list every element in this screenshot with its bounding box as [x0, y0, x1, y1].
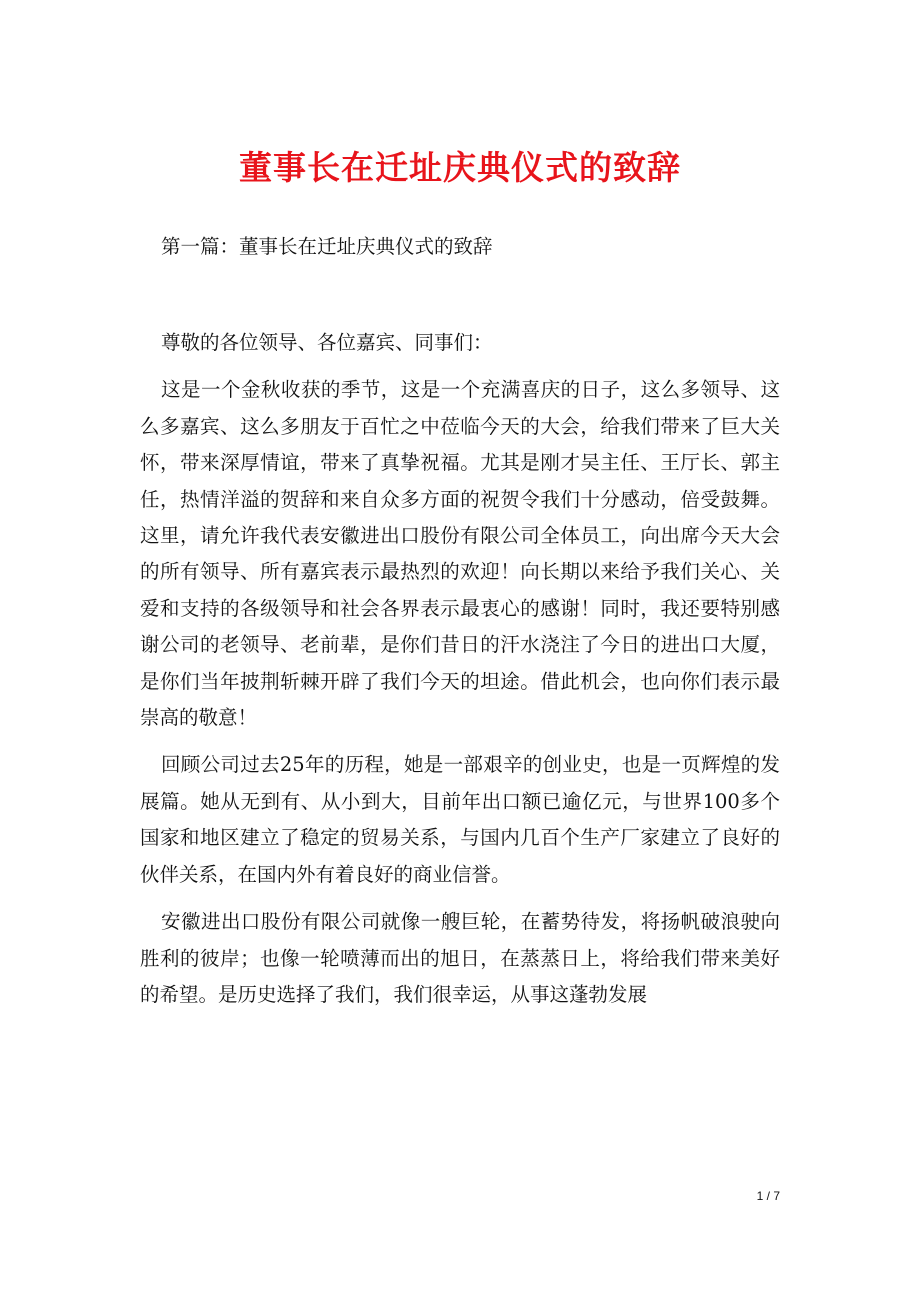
paragraph-greeting: 尊敬的各位领导、各位嘉宾、同事们： — [161, 331, 493, 354]
document-title: 董事长在迁址庆典仪式的致辞 — [239, 148, 681, 187]
paragraph-welcome: 这是一个金秋收获的季节，这是一个充满喜庆的日子，这么多领导、这么多嘉宾、这么多朋友于百忙之中莅临今天的大会，给我们带来了巨大关怀，带来深厚情谊，带来了真挚祝福。尤其是刚才吴主任、王厅长、郭主任，热情洋溢的贺辞和来自众多方面的祝贺令我们十分感动，倍受鼓舞。这里，请允许我代表安徽进出口股份有限公司全体员工，向出席今天大会的所有领导、所有嘉宾表示最热烈的欢迎！向长期以来给予我们关心、关爱和支持的各级领导和社会各界表示最衷心的感谢！同时，我还要特别感谢公司的老领导、老前辈，是你们昔日的汗水浇注了今日的进出口大厦，是你们当年披荆斩棘开辟了我们今天的坦途。借此机会，也向你们表示最崇高的敬意！ — [140, 378, 780, 730]
document-body — [140, 325, 780, 1024]
page-number: 1 / 7 — [756, 1189, 780, 1203]
document-subtitle: 第一篇：董事长在迁址庆典仪式的致辞 — [161, 235, 493, 258]
paragraph-future: 安徽进出口股份有限公司就像一艘巨轮，在蓄势待发，将扬帆破浪驶向胜利的彼岸；也像一轮喷薄而出的旭日，在蒸蒸日上，将给我们带来美好的希望。是历史选择了我们，我们很幸运，从事这蓬勃发展 — [140, 910, 780, 1006]
paragraph-history: 回顾公司过去25年的历程，她是一部艰辛的创业史，也是一页辉煌的发展篇。她从无到有、从小到大，目前年出口额已逾亿元，与世界100多个国家和地区建立了稳定的贸易关系，与国内几百个生产厂家建立了良好的伙伴关系，在国内外有着良好的商业信誉。 — [140, 753, 780, 886]
